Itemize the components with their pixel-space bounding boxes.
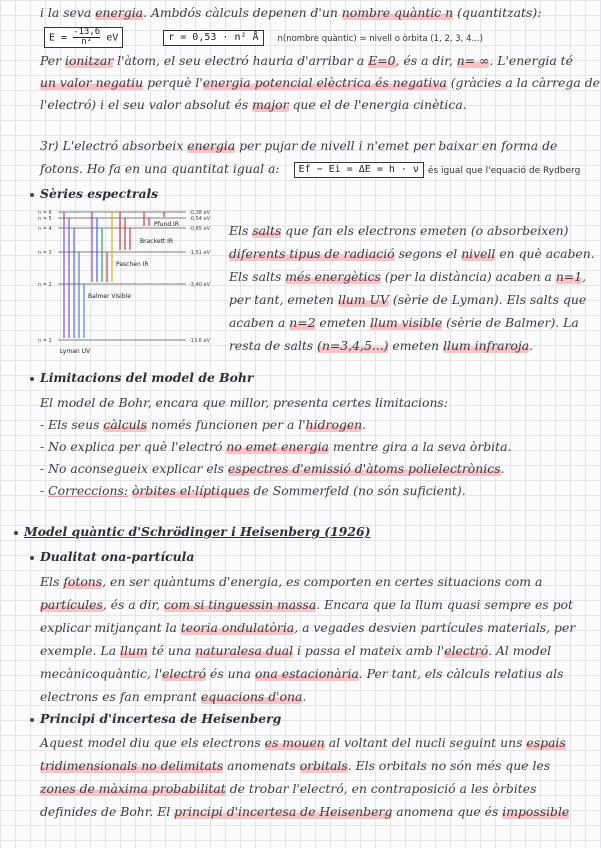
text: . Ambdós càlculs depenen d'un (143, 5, 342, 20)
spectral-line-3 (229, 268, 586, 286)
para1-line-3 (40, 96, 467, 114)
duality-line-4 (40, 642, 551, 660)
bullet-icon (30, 556, 34, 560)
bullet-icon (30, 377, 34, 381)
highlight: més energètics (285, 269, 381, 284)
fraction (73, 28, 100, 47)
highlight: espais (526, 735, 566, 750)
duality-line-1 (40, 573, 542, 591)
text: - No explica per què l'electró (40, 439, 227, 454)
text: acaben a (229, 315, 290, 330)
highlight: ionitzar (64, 53, 114, 68)
series-label-balmer: Balmer Visible (88, 293, 131, 300)
text: . (529, 338, 534, 353)
level-label-2: n = 2 (38, 282, 52, 288)
energy-label-1: -13,6 eV (189, 338, 211, 344)
text: . Encara que la llum quasi sempre es pot (316, 597, 573, 612)
highlight: com si tinguessin massa (163, 597, 317, 612)
highlight: principi d'incertesa de Heisenberg (174, 804, 393, 819)
text: . (500, 461, 505, 476)
spectral-line-1 (229, 222, 568, 240)
spectral-line-5 (229, 314, 579, 332)
heisenberg-line-2 (40, 757, 550, 775)
text: - No aconsegueix explicar els (40, 461, 228, 476)
energy-labels (189, 210, 211, 344)
heading-text: Model quàntic d'Schrödinger i Heisenberg (1926) (24, 524, 371, 539)
spectral-heading (30, 185, 158, 203)
energy-formula-box (44, 27, 123, 48)
formula-unit: eV (106, 32, 119, 44)
text: per tant, emeten (229, 292, 338, 307)
energy-label-3: -1,51 eV (189, 250, 211, 256)
text: per pujar de nivell i n'emet per baixar en forma de (235, 138, 558, 153)
text: - Els seus (40, 417, 104, 432)
level-label-6: n = 6 (38, 210, 52, 216)
highlight: (n=3,4,5...) (317, 338, 389, 353)
energy-label-5: -0,54 eV (189, 216, 211, 222)
transition-arrows (64, 212, 164, 338)
text: , (582, 269, 587, 284)
duality-line-2 (40, 596, 573, 614)
text: que fan els electrons emeten (o absorbeixen) (281, 223, 569, 238)
limits-bullet-1 (40, 416, 366, 434)
text: i la seva (40, 5, 96, 20)
text: que el de l'energia cinètica. (288, 97, 467, 112)
highlight: energia (95, 5, 144, 20)
text: i passa el mateix amb l' (293, 643, 445, 658)
text: , és a dir, (102, 597, 164, 612)
text: al voltant del nucli seguint uns (324, 735, 527, 750)
heisenberg-line-4 (40, 803, 569, 821)
duality-line-6 (40, 688, 306, 706)
rydberg-note: és igual que l'equació de Rydberg (427, 166, 581, 176)
limits-bullet-4 (40, 482, 466, 500)
highlight: es mouen (264, 735, 325, 750)
highlight: hidrogen (305, 417, 363, 432)
highlight: teoria ondulatòria (180, 620, 295, 635)
highlight: llum infraroja (443, 338, 530, 353)
highlight: orbitals (299, 758, 348, 773)
para1-line-2 (40, 74, 600, 92)
highlight: càlculs (103, 417, 147, 432)
text: segons el (394, 246, 462, 261)
highlight: E=0 (368, 53, 396, 68)
text: . Al model (487, 643, 552, 658)
text: de trobar l'electró, en contraposició a les òrbites (225, 781, 537, 796)
numerator: -13,6 (73, 27, 101, 37)
text: perquè l' (143, 75, 203, 90)
intro-line-1 (40, 4, 541, 22)
heisenberg-heading (30, 710, 281, 728)
highlight: partícules (40, 597, 103, 612)
heisenberg-line-3 (40, 780, 536, 798)
spectral-line-2 (229, 245, 595, 263)
limits-bullet-2 (40, 438, 511, 456)
bullet-icon (30, 193, 34, 197)
text: té una (147, 643, 196, 658)
text: exemple. La (40, 643, 121, 658)
underlined: Correccions: (48, 483, 129, 498)
text: mecànicoquàntic, l' (40, 666, 163, 681)
energy-levels (58, 212, 186, 340)
text: , a vegades desvien partícules materials, per (294, 620, 576, 635)
series-label-pfund: Pfund IR (154, 221, 179, 228)
text: l'àtom, el seu electró hauria d'arribar a (113, 53, 369, 68)
limits-heading (30, 369, 253, 387)
text: (gràcies a la càrrega de (446, 75, 600, 90)
highlight: nombre quàntic n (341, 5, 454, 20)
text: (sèrie de Lyman). Els salts que (388, 292, 587, 307)
text: emeten (388, 338, 444, 353)
text: resta de salts (229, 338, 318, 353)
highlight: energia (187, 138, 236, 153)
highlight: n=1 (555, 269, 583, 284)
text: definides de Bohr. El (40, 804, 175, 819)
spectral-line-6 (229, 337, 533, 355)
spectral-line-4 (229, 291, 586, 309)
text: , és a dir, (395, 53, 457, 68)
highlight: espectres d'emissió d'àtoms polielectrònics (227, 461, 501, 476)
highlight: impossible (502, 804, 570, 819)
text: Per (40, 53, 65, 68)
text: (quantitzats): (453, 5, 542, 20)
highlight: n= ∞ (456, 53, 490, 68)
limits-intro: El model de Bohr, encara que millor, presenta certes limitacions: (40, 395, 448, 410)
text: de Sommerfeld (no són suficient). (249, 483, 466, 498)
duality-line-5 (40, 665, 563, 683)
energy-label-4: -0,85 eV (189, 226, 211, 232)
formula-lhs: E = (49, 32, 74, 44)
text: . Per tant, els càlculs relatius als (358, 666, 564, 681)
text: (per la distància) acaben a (380, 269, 556, 284)
highlight: major (252, 97, 289, 112)
para1-line-1 (40, 52, 573, 70)
highlight: llum (120, 643, 148, 658)
quantum-heading (14, 523, 371, 541)
highlight: llum UV (337, 292, 389, 307)
level-label-3: n = 3 (38, 250, 52, 256)
text: és una (206, 666, 255, 681)
text: Els (229, 223, 253, 238)
bullet-icon (14, 531, 18, 535)
para2-line-1 (40, 137, 557, 155)
text: l'electró) i el seu valor absolut és (40, 97, 253, 112)
highlight: nivell (461, 246, 496, 261)
text: 3r) L'electró absorbeix (40, 138, 188, 153)
text: mentre gira a la seva òrbita. (328, 439, 512, 454)
highlight: electró (444, 643, 488, 658)
text: Aquest model diu que els electrons (40, 735, 265, 750)
level-labels (38, 210, 52, 344)
energy-label-2: -3,40 eV (189, 282, 211, 288)
highlight: energia potencial elèctrica és negativa (202, 75, 447, 90)
text: Els salts (229, 269, 286, 284)
level-label-5: n = 5 (38, 216, 52, 222)
heading-text: Sèries espectrals (40, 186, 159, 201)
highlight: diferents tipus de radiació (229, 246, 395, 261)
text: . Els orbitals no són més que les (347, 758, 551, 773)
energy-label-6: -0,38 eV (189, 210, 211, 216)
text: . L'energia té (489, 53, 573, 68)
text: . (362, 417, 367, 432)
para2-line-2 (40, 160, 580, 180)
text: - (40, 483, 49, 498)
highlight: tridimensionals no delimitats (40, 758, 224, 773)
text: només funcionen per a l' (146, 417, 306, 432)
highlight: llum visible (370, 315, 443, 330)
energy-difference-formula: Ef − Ei = ΔE = h · ν (294, 162, 424, 178)
series-label-brackett: Brackett IR (140, 238, 174, 245)
level-label-1: n = 1 (38, 338, 52, 344)
text: electrons es fan emprant (40, 689, 201, 704)
denominator: n² (81, 37, 93, 47)
text: Els (40, 574, 64, 589)
bullet-icon (30, 718, 34, 722)
highlight: salts (252, 223, 282, 238)
limits-bullet-3 (40, 460, 504, 478)
heading-text: Dualitat ona-partícula (40, 549, 195, 564)
series-label-lyman: Lyman UV (60, 348, 91, 355)
duality-heading (30, 548, 194, 566)
formula-row (44, 27, 483, 48)
text: fotons. Ho fa en una quantitat igual a: (40, 161, 280, 176)
duality-line-3 (40, 619, 575, 637)
highlight: zones de màxima probabilitat (40, 781, 226, 796)
highlight: equacions d'ona (200, 689, 303, 704)
text: (sèrie de Balmer). La (442, 315, 579, 330)
text: explicar mitjançant la (40, 620, 181, 635)
series-label-paschen: Paschen IR (116, 261, 149, 268)
heading-text: Principi d'incertesa de Heisenberg (40, 711, 282, 726)
text: anomena que és (392, 804, 503, 819)
text: en què acaben. (495, 246, 595, 261)
highlight: ona estacionària (254, 666, 359, 681)
text: anomenats (223, 758, 300, 773)
highlight: fotons (63, 574, 103, 589)
text: , en ser quàntums d'energia, es comporten en certes situacions com a (102, 574, 543, 589)
energy-level-diagram (36, 208, 226, 356)
highlight: n=2 (289, 315, 316, 330)
level-label-4: n = 4 (38, 226, 52, 232)
text: . (302, 689, 307, 704)
highlight: electró (162, 666, 207, 681)
highlight: un valor negatiu (40, 75, 144, 90)
formula-note: n(nombre quàntic) = nivell o òrbita (1, 2, 3, 4...) (277, 34, 483, 44)
heisenberg-line-1 (40, 734, 566, 752)
highlight: òrbites el·líptiques (132, 483, 250, 498)
highlight: naturalesa dual (195, 643, 294, 658)
text: emeten (315, 315, 371, 330)
highlight: no emet energia (226, 439, 329, 454)
heading-text: Limitacions del model de Bohr (40, 370, 254, 385)
radius-formula-box: r = 0,53 · n² Å (163, 30, 263, 46)
